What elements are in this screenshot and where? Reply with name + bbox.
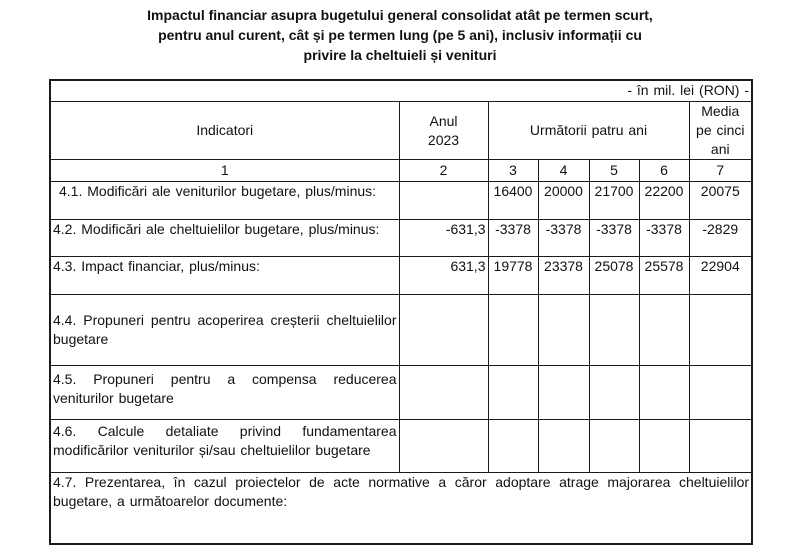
cell-value: -2829 <box>689 220 752 257</box>
cell-value <box>589 295 639 366</box>
row-label: 4.4. Propuneri pentru acoperirea creșterii cheltuielilor bugetare <box>50 295 399 366</box>
cell-value <box>538 366 589 420</box>
cell-value <box>589 366 639 420</box>
unit-row <box>50 80 752 102</box>
cell-value: 631,3 <box>399 257 488 295</box>
row-label: 4.1. Modificări ale veniturilor bugetare, plus/minus: <box>50 182 399 220</box>
table-row-4-1 <box>50 182 752 220</box>
header-next-four-years: Următorii patru ani <box>488 102 689 160</box>
cell-value <box>639 295 689 366</box>
table-row-4-7 <box>50 473 752 545</box>
header-row <box>50 102 752 160</box>
cell-value <box>639 420 689 473</box>
financial-impact-table <box>49 79 753 545</box>
column-number-row <box>50 160 752 182</box>
header-year-line-1: Anul <box>429 112 458 129</box>
unit-note: - în mil. lei (RON) - <box>50 80 752 102</box>
column-number: 1 <box>50 160 399 182</box>
header-avg-line-3: ani <box>710 141 730 157</box>
header-year-line-2: 2023 <box>427 131 460 148</box>
cell-value: 19778 <box>488 257 538 295</box>
cell-value: -631,3 <box>399 220 488 257</box>
column-number: 6 <box>639 160 689 182</box>
header-avg-line-1: Media <box>701 103 740 119</box>
header-year-2023 <box>399 102 488 160</box>
cell-value: 16400 <box>488 182 538 220</box>
cell-value <box>538 420 589 473</box>
table-row-4-3 <box>50 257 752 295</box>
footer-note: 4.7. Prezentarea, în cazul proiectelor de acte normative a căror adoptare atrage majorarea cheltuielilor bugetare, a următoarelor documente: <box>50 473 752 545</box>
column-number: 2 <box>399 160 488 182</box>
cell-value: -3378 <box>639 220 689 257</box>
cell-value <box>689 295 752 366</box>
row-label: 4.2. Modificări ale cheltuielilor bugetare, plus/minus: <box>50 220 399 257</box>
column-number: 4 <box>538 160 589 182</box>
header-avg-line-2: pe cinci <box>696 122 745 138</box>
cell-value <box>589 420 639 473</box>
column-number: 5 <box>589 160 639 182</box>
cell-value: -3378 <box>488 220 538 257</box>
cell-value <box>538 295 589 366</box>
row-label: 4.6. Calcule detaliate privind fundamentarea modificărilor veniturilor și/sau cheltuielilor bugetare <box>50 420 399 473</box>
column-number: 3 <box>488 160 538 182</box>
cell-value <box>399 182 488 220</box>
cell-value <box>399 420 488 473</box>
cell-value <box>689 366 752 420</box>
cell-value: 23378 <box>538 257 589 295</box>
cell-value: 22200 <box>639 182 689 220</box>
row-label: 4.5. Propuneri pentru a compensa reducerea veniturilor bugetare <box>50 366 399 420</box>
table-row-4-2 <box>50 220 752 257</box>
cell-value <box>399 295 488 366</box>
cell-value <box>399 366 488 420</box>
cell-value <box>689 420 752 473</box>
row-label: 4.3. Impact financiar, plus/minus: <box>50 257 399 295</box>
cell-value <box>639 366 689 420</box>
cell-value: 21700 <box>589 182 639 220</box>
title-line-2: pentru anul curent, cât și pe termen lung (pe 5 ani), inclusiv informații cu <box>158 27 642 43</box>
cell-value: 20075 <box>689 182 752 220</box>
title-line-1: Impactul financiar asupra bugetului general consolidat atât pe termen scurt, <box>147 7 653 23</box>
cell-value: 20000 <box>538 182 589 220</box>
cell-value: 25078 <box>589 257 639 295</box>
header-indicators: Indicatori <box>50 102 399 160</box>
cell-value <box>488 366 538 420</box>
cell-value: -3378 <box>589 220 639 257</box>
table-row-4-6 <box>50 420 752 473</box>
table-row-4-4 <box>50 295 752 366</box>
table-row-4-5 <box>50 366 752 420</box>
header-five-year-average <box>689 102 752 160</box>
title-line-3: privire la cheltuieli și venituri <box>303 47 497 63</box>
cell-value <box>488 420 538 473</box>
cell-value: 22904 <box>689 257 752 295</box>
cell-value <box>488 295 538 366</box>
document-title <box>49 5 751 65</box>
cell-value: 25578 <box>639 257 689 295</box>
cell-value: -3378 <box>538 220 589 257</box>
column-number: 7 <box>689 160 752 182</box>
